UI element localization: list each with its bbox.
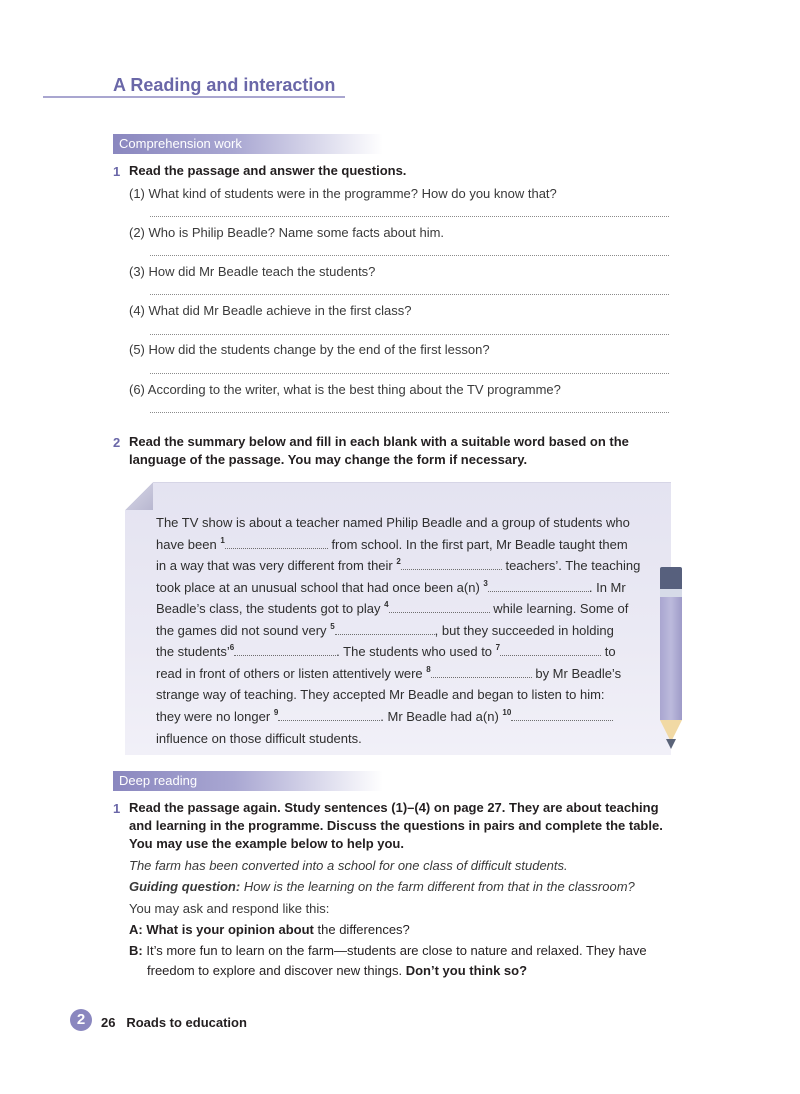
blank-9[interactable] (278, 708, 380, 721)
unit-badge: 2 (70, 1009, 92, 1031)
question-prompt-line: Read the summary below and fill in each blank with a suitable word based on the (129, 434, 629, 449)
answer-line[interactable] (150, 294, 669, 295)
blank-number: 2 (396, 557, 401, 566)
summary-text: have been (156, 537, 217, 552)
summary-text: read in front of others or listen attentively were (156, 666, 423, 681)
question-number: 1 (113, 801, 121, 816)
deep-reading-label: Deep reading (113, 771, 383, 791)
answer-line[interactable] (150, 255, 669, 256)
blank-7[interactable] (500, 643, 601, 656)
guiding-label: Guiding question: (129, 879, 241, 894)
blank-3[interactable] (488, 579, 589, 592)
page-number: 26 (101, 1015, 116, 1030)
dialogue-b-bold: Don’t you think so? (405, 963, 528, 978)
sub-question: (5) How did the students change by the end of the first lesson? (129, 342, 490, 357)
blank-1[interactable] (225, 536, 328, 549)
blank-number: 4 (384, 600, 389, 609)
dialogue-a-bold: What is your opinion about (146, 922, 314, 937)
dialogue-b (129, 942, 647, 960)
sub-question: (1) What kind of students were in the programme? How do you know that? (129, 186, 557, 201)
blank-number: 6 (229, 643, 235, 652)
blank-2[interactable] (401, 557, 502, 570)
summary-text: in a way that was very different from their (156, 558, 393, 573)
summary-line (156, 579, 626, 597)
summary-line: influence on those difficult students. (156, 731, 362, 746)
summary-text: the games did not sound very (156, 623, 327, 638)
blank-8[interactable] (431, 665, 532, 678)
dialogue-a-rest: the differences? (317, 922, 410, 937)
summary-text: by Mr Beadle’s (535, 666, 622, 681)
pencil-body (660, 597, 682, 720)
summary-line (156, 557, 640, 575)
sub-question: (4) What did Mr Beadle achieve in the first class? (129, 303, 412, 318)
speaker-b: B: (129, 943, 143, 958)
summary-line (156, 536, 628, 554)
page-footer (101, 1015, 247, 1030)
summary-line (156, 665, 621, 683)
summary-line (156, 600, 628, 618)
blank-number: 9 (273, 708, 279, 717)
dialogue-b-cont (147, 962, 527, 980)
blank-5[interactable] (335, 622, 435, 635)
folded-corner (125, 482, 153, 510)
summary-line (156, 622, 614, 640)
summary-text: . The students who used to (336, 644, 493, 659)
summary-line (156, 643, 616, 661)
dialogue-b-line1: It’s more fun to learn on the farm—students are close to nature and relaxed. They have (146, 943, 647, 958)
dialogue-b-line2: freedom to explore and discover new things. (147, 963, 403, 978)
question-prompt-line: Read the passage again. Study sentences (1)–(4) on page 27. They are about teaching (129, 800, 659, 815)
guiding-question (129, 878, 635, 896)
summary-line (156, 708, 613, 726)
dialogue-a (129, 921, 410, 939)
speaker-a: A: (129, 922, 143, 937)
question-prompt-line: and learning in the programme. Discuss the questions in pairs and complete the table. (129, 818, 663, 833)
unit-title: Roads to education (126, 1015, 247, 1030)
blank-number: 5 (330, 622, 335, 631)
answer-line[interactable] (150, 334, 669, 335)
summary-text: from school. In the first part, Mr Beadle taught them (331, 537, 628, 552)
section-divider (43, 96, 345, 98)
question-number: 1 (113, 164, 121, 179)
blank-number: 3 (483, 579, 488, 588)
summary-text: while learning. Some of (493, 601, 629, 616)
section-letter: A (113, 75, 126, 95)
summary-text: to (604, 644, 616, 659)
sub-question: (3) How did Mr Beadle teach the students? (129, 264, 376, 279)
question-prompt: Read the passage and answer the questions. (129, 163, 407, 178)
summary-line: The TV show is about a teacher named Philip Beadle and a group of students who (156, 515, 630, 530)
blank-number: 8 (426, 665, 431, 674)
summary-text: they were no longer (156, 709, 271, 724)
sub-question: (6) According to the writer, what is the best thing about the TV programme? (129, 382, 561, 397)
summary-line: strange way of teaching. They accepted Mr Beadle and began to listen to him: (156, 687, 605, 702)
blank-number: 7 (495, 643, 501, 652)
comprehension-label: Comprehension work (113, 134, 383, 154)
summary-text: Beadle’s class, the students got to play (156, 601, 381, 616)
question-prompt-line: You may use the example below to help you. (129, 836, 404, 851)
summary-text: took place at an unusual school that had once been a(n) (156, 580, 480, 595)
answer-line[interactable] (150, 412, 669, 413)
question-prompt-line: language of the passage. You may change the form if necessary. (129, 452, 528, 467)
pencil-band (660, 589, 682, 597)
summary-text: , but they succeeded in holding (434, 623, 614, 638)
summary-text: the students’ (156, 644, 230, 659)
summary-text: teachers’. The teaching (505, 558, 641, 573)
pencil-icon (660, 567, 682, 589)
section-title (113, 75, 335, 96)
blank-4[interactable] (389, 600, 490, 613)
blank-6[interactable] (234, 643, 336, 656)
blank-10[interactable] (511, 708, 613, 721)
guiding-text: How is the learning on the farm different from that in the classroom? (243, 879, 635, 894)
dialogue-intro: You may ask and respond like this: (129, 901, 330, 916)
summary-text: . Mr Beadle had a(n) (380, 709, 499, 724)
section-title-text: Reading and interaction (130, 75, 336, 95)
blank-number: 1 (220, 536, 225, 545)
answer-line[interactable] (150, 373, 669, 374)
sub-question: (2) Who is Philip Beadle? Name some facts about him. (129, 225, 445, 240)
question-number: 2 (113, 435, 121, 450)
answer-line[interactable] (150, 216, 669, 217)
summary-text: . In Mr (588, 580, 626, 595)
blank-number: 10 (502, 708, 512, 717)
example-sentence: The farm has been converted into a school for one class of difficult students. (129, 858, 568, 873)
